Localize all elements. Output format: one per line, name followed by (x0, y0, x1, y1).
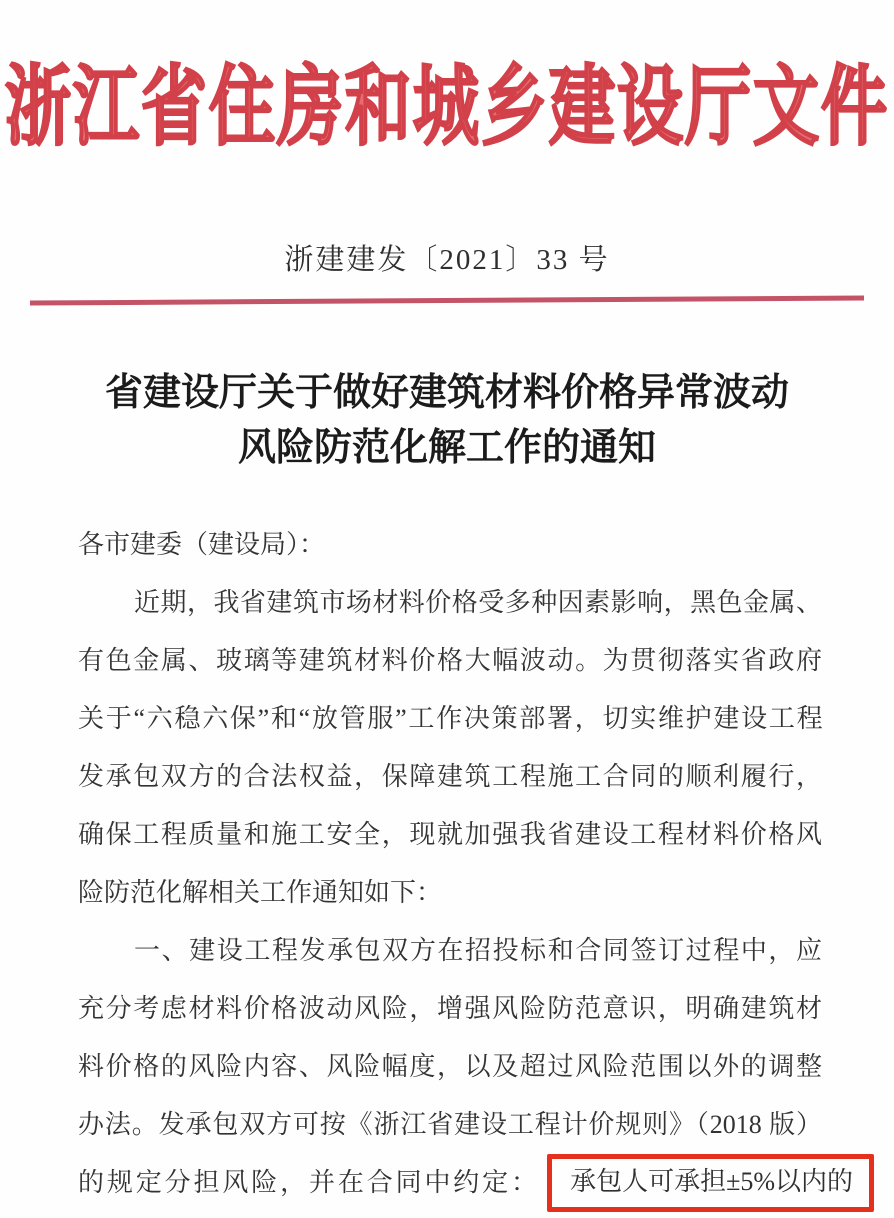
body-line: 料价格的风险内容、风险幅度，以及超过风险范围以外的调整 (78, 1052, 822, 1081)
body-last-line (78, 1154, 853, 1212)
red-divider-rule (30, 295, 864, 305)
body-line: 办法。发承包双方可按《浙江省建设工程计价规则》（2018 版） (78, 1110, 822, 1139)
document-body (78, 516, 853, 1212)
document-title-line1: 省建设厅关于做好建筑材料价格异常波动 (104, 372, 789, 414)
document-title (0, 366, 894, 476)
body-line: 发承包双方的合法权益，保障建筑工程施工合同的顺利履行， (78, 762, 822, 791)
document-number: 浙建建发〔2021〕33 号 (284, 244, 610, 276)
highlighted-text: 承包人可承担±5%以内的 (570, 1167, 853, 1196)
body-line: 近期，我省建筑市场材料价格受多种因素影响，黑色金属、 (134, 588, 822, 617)
agency-banner (0, 36, 894, 157)
body-line: 充分考虑材料价格波动风险，增强风险防范意识，明确建筑材 (78, 994, 822, 1023)
body-line: 险防范化解相关工作通知如下： (78, 878, 443, 907)
body-line: 关于“六稳六保”和“放管服”工作决策部署，切实维护建设工程 (78, 704, 822, 733)
document-title-line2: 风险防范化解工作的通知 (237, 427, 656, 469)
salutation-line: 各市建委（建设局）： (78, 530, 326, 559)
body-line: 确保工程质量和施工安全，现就加强我省建设工程材料价格风 (78, 820, 822, 849)
highlight-box (547, 1154, 874, 1212)
agency-banner-text: 浙江省住房和城乡建设厅文件 (5, 59, 889, 157)
body-line: 有色金属、玻璃等建筑材料价格大幅波动。为贯彻落实省政府 (78, 646, 822, 675)
body-line: 的规定分担风险，并在合同中约定： (78, 1168, 538, 1197)
body-line: 一、建设工程发承包双方在招投标和合同签订过程中，应 (134, 936, 822, 965)
